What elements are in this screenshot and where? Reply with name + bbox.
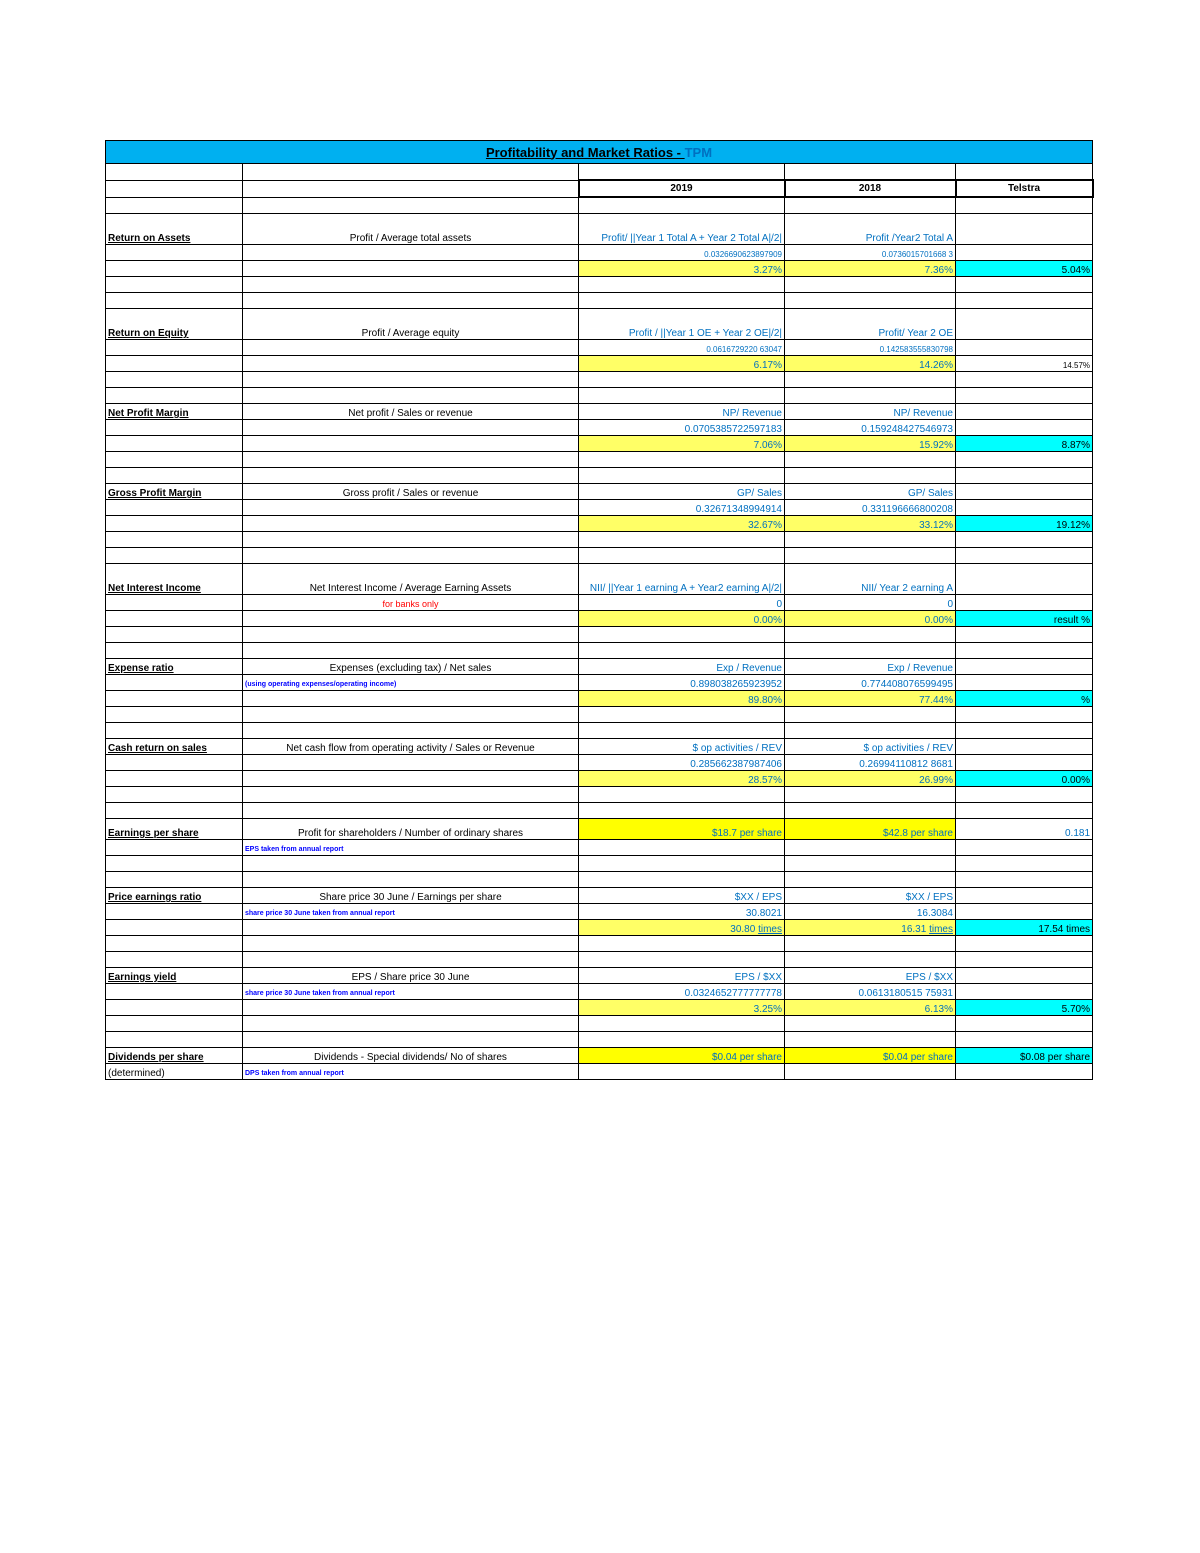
dps-note-row <box>106 1064 1093 1080</box>
gpm-raw2019: 0.32671348994914 <box>579 500 785 516</box>
roa-pct2019: 3.27% <box>579 261 785 277</box>
per-f2018: $XX / EPS <box>785 888 956 904</box>
blank-row <box>106 643 1093 659</box>
npm-f2019: NP/ Revenue <box>579 404 785 420</box>
per-value-row <box>106 920 1093 936</box>
gpm-pct2018: 33.12% <box>785 516 956 532</box>
blank-row <box>106 532 1093 548</box>
roa-raw-row <box>106 245 1093 261</box>
per-telstra: 17.54 times <box>956 920 1093 936</box>
ey-pct2018: 6.13% <box>785 1000 956 1016</box>
nii-note: for banks only <box>243 595 579 611</box>
roa-f2019: Profit/ ||Year 1 Total A + Year 2 Total A|/2| <box>579 214 785 245</box>
ey-pct-row <box>106 1000 1093 1016</box>
eps-row <box>106 819 1093 840</box>
npm-formula: Net profit / Sales or revenue <box>243 404 579 420</box>
nii-raw2018: 0 <box>785 595 956 611</box>
crs-formula-row <box>106 739 1093 755</box>
ey-raw2018: 0.0613180515 75931 <box>785 984 956 1000</box>
eps-telstra: 0.181 <box>956 819 1093 840</box>
blank-row <box>106 548 1093 564</box>
blank-row <box>106 856 1093 872</box>
crs-pct-row <box>106 771 1093 787</box>
eps-note-row <box>106 840 1093 856</box>
ratios-table <box>105 140 1094 1080</box>
roa-pct-row <box>106 261 1093 277</box>
roe-name: Return on Equity <box>106 309 243 340</box>
exp-pct-row <box>106 691 1093 707</box>
roe-raw-row <box>106 340 1093 356</box>
blank-row <box>106 293 1093 309</box>
ey-formula-row <box>106 968 1093 984</box>
crs-pct2018: 26.99% <box>785 771 956 787</box>
nii-pct2019: 0.00% <box>579 611 785 627</box>
per-raw2018: 16.3084 <box>785 904 956 920</box>
exp-f2019: Exp / Revenue <box>579 659 785 675</box>
roe-raw2018: 0.142583555830798 <box>785 340 956 356</box>
crs-raw2019: 0.285662387987406 <box>579 755 785 771</box>
ey-name: Earnings yield <box>106 968 243 984</box>
blank-row <box>106 1016 1093 1032</box>
npm-f2018: NP/ Revenue <box>785 404 956 420</box>
exp-pct2018: 77.44% <box>785 691 956 707</box>
npm-telstra: 8.87% <box>956 436 1093 452</box>
nii-raw2019: 0 <box>579 595 785 611</box>
roa-f2018: Profit /Year2 Total A <box>785 214 956 245</box>
nii-formula-row <box>106 564 1093 595</box>
exp-pct2019: 89.80% <box>579 691 785 707</box>
roa-raw2018: 0.0736015701668 3 <box>785 245 956 261</box>
npm-formula-row <box>106 404 1093 420</box>
exp-raw2018: 0.774408076599495 <box>785 675 956 691</box>
per-raw2019: 30.8021 <box>579 904 785 920</box>
per-formula: Share price 30 June / Earnings per share <box>243 888 579 904</box>
ey-raw2019: 0.0324652777777778 <box>579 984 785 1000</box>
exp-raw-row <box>106 675 1093 691</box>
blank-row <box>106 707 1093 723</box>
header-2018: 2018 <box>785 180 956 197</box>
per-v2019: 30.80 times <box>579 920 785 936</box>
blank-row <box>106 468 1093 484</box>
roa-name: Return on Assets <box>106 214 243 245</box>
dps-note: DPS taken from annual report <box>243 1064 579 1080</box>
nii-f2019: NII/ ||Year 1 earning A + Year2 earning A|/2| <box>579 564 785 595</box>
per-f2019: $XX / EPS <box>579 888 785 904</box>
per-formula-row <box>106 888 1093 904</box>
eps-name: Earnings per share <box>106 819 243 840</box>
blank-row <box>106 872 1093 888</box>
npm-name: Net Profit Margin <box>106 404 243 420</box>
nii-pct-row <box>106 611 1093 627</box>
npm-pct2018: 15.92% <box>785 436 956 452</box>
per-note: share price 30 June taken from annual report <box>243 904 579 920</box>
ey-telstra: 5.70% <box>956 1000 1093 1016</box>
ey-formula: EPS / Share price 30 June <box>243 968 579 984</box>
eps-v2018: $42.8 per share <box>785 819 956 840</box>
crs-formula: Net cash flow from operating activity / Sales or Revenue <box>243 739 579 755</box>
roe-formula: Profit / Average equity <box>243 309 579 340</box>
ey-note: share price 30 June taken from annual report <box>243 984 579 1000</box>
sheet-title: Profitability and Market Ratios - TPM <box>106 141 1093 164</box>
blank-row <box>106 372 1093 388</box>
eps-formula: Profit for shareholders / Number of ordinary shares <box>243 819 579 840</box>
blank-row <box>106 627 1093 643</box>
blank-row <box>106 388 1093 404</box>
dps-telstra: $0.08 per share <box>956 1048 1093 1064</box>
npm-pct-row <box>106 436 1093 452</box>
nii-raw-row <box>106 595 1093 611</box>
gpm-pct-row <box>106 516 1093 532</box>
roa-raw2019: 0.0326690623897909 <box>579 245 785 261</box>
eps-note: EPS taken from annual report <box>243 840 579 856</box>
dps-name2: (determined) <box>106 1064 243 1080</box>
blank-row <box>106 452 1093 468</box>
crs-raw2018: 0.26994110812 8681 <box>785 755 956 771</box>
roa-formula: Profit / Average total assets <box>243 214 579 245</box>
gpm-f2018: GP/ Sales <box>785 484 956 500</box>
dps-v2018: $0.04 per share <box>785 1048 956 1064</box>
roe-pct2019: 6.17% <box>579 356 785 372</box>
ey-pct2019: 3.25% <box>579 1000 785 1016</box>
header-telstra: Telstra <box>956 180 1093 197</box>
nii-f2018: NII/ Year 2 earning A <box>785 564 956 595</box>
blank-row <box>106 277 1093 293</box>
npm-pct2019: 7.06% <box>579 436 785 452</box>
blank-row <box>106 787 1093 803</box>
ratios-sheet <box>105 140 1092 1080</box>
roe-telstra: 14.57% <box>956 356 1093 372</box>
crs-raw-row <box>106 755 1093 771</box>
ey-raw-row <box>106 984 1093 1000</box>
header-2019: 2019 <box>579 180 785 197</box>
roe-f2019: Profit / ||Year 1 OE + Year 2 OE|/2| <box>579 309 785 340</box>
dps-row <box>106 1048 1093 1064</box>
exp-name: Expense ratio <box>106 659 243 675</box>
gpm-pct2019: 32.67% <box>579 516 785 532</box>
gpm-formula: Gross profit / Sales or revenue <box>243 484 579 500</box>
npm-raw2019: 0.0705385722597183 <box>579 420 785 436</box>
nii-formula: Net Interest Income / Average Earning Assets <box>243 564 579 595</box>
nii-pct2018: 0.00% <box>785 611 956 627</box>
ey-f2018: EPS / $XX <box>785 968 956 984</box>
crs-pct2019: 28.57% <box>579 771 785 787</box>
dps-name: Dividends per share <box>106 1048 243 1064</box>
exp-note: (using operating expenses/operating income) <box>243 675 579 691</box>
roe-pct-row <box>106 356 1093 372</box>
blank-row <box>106 1032 1093 1048</box>
npm-raw-row <box>106 420 1093 436</box>
dps-v2019: $0.04 per share <box>579 1048 785 1064</box>
blank-row <box>106 164 1093 181</box>
gpm-raw2018: 0.331196666800208 <box>785 500 956 516</box>
per-raw-row <box>106 904 1093 920</box>
ey-f2019: EPS / $XX <box>579 968 785 984</box>
blank-row <box>106 197 1093 214</box>
gpm-formula-row <box>106 484 1093 500</box>
crs-name: Cash return on sales <box>106 739 243 755</box>
roa-pct2018: 7.36% <box>785 261 956 277</box>
npm-raw2018: 0.159248427546973 <box>785 420 956 436</box>
roe-f2018: Profit/ Year 2 OE <box>785 309 956 340</box>
roe-pct2018: 14.26% <box>785 356 956 372</box>
per-name: Price earnings ratio <box>106 888 243 904</box>
gpm-raw-row <box>106 500 1093 516</box>
roa-formula-row <box>106 214 1093 245</box>
crs-telstra: 0.00% <box>956 771 1093 787</box>
exp-raw2019: 0.898038265923952 <box>579 675 785 691</box>
gpm-f2019: GP/ Sales <box>579 484 785 500</box>
header-row <box>106 180 1093 197</box>
blank-row <box>106 952 1093 968</box>
exp-formula: Expenses (excluding tax) / Net sales <box>243 659 579 675</box>
blank-row <box>106 936 1093 952</box>
blank-row <box>106 723 1093 739</box>
roa-telstra: 5.04% <box>956 261 1093 277</box>
eps-v2019: $18.7 per share <box>579 819 785 840</box>
gpm-name: Gross Profit Margin <box>106 484 243 500</box>
per-v2018: 16.31 times <box>785 920 956 936</box>
nii-name: Net Interest Income <box>106 564 243 595</box>
gpm-telstra: 19.12% <box>956 516 1093 532</box>
dps-formula: Dividends - Special dividends/ No of shares <box>243 1048 579 1064</box>
nii-telstra: result % <box>956 611 1093 627</box>
roe-formula-row <box>106 309 1093 340</box>
crs-f2018: $ op activities / REV <box>785 739 956 755</box>
crs-f2019: $ op activities / REV <box>579 739 785 755</box>
title-row <box>106 141 1093 164</box>
exp-formula-row <box>106 659 1093 675</box>
exp-f2018: Exp / Revenue <box>785 659 956 675</box>
roe-raw2019: 0.0616729220 63047 <box>579 340 785 356</box>
exp-telstra: % <box>956 691 1093 707</box>
blank-row <box>106 803 1093 819</box>
